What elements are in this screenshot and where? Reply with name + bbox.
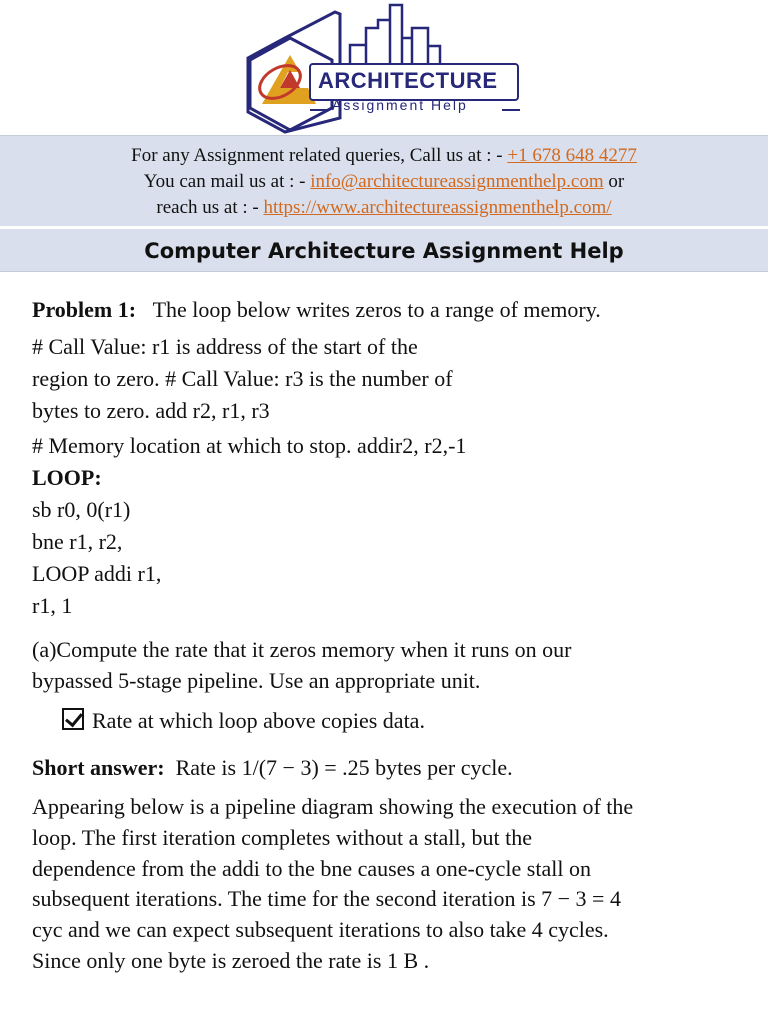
- explanation-line: loop. The first iteration completes without a stall, but the: [32, 825, 532, 850]
- email-prefix: You can mail us at : -: [143, 171, 311, 192]
- email-suffix: or: [603, 171, 625, 192]
- problem-label: Problem 1:: [32, 297, 137, 322]
- part-a-line: bypassed 5-stage pipeline. Use an appropriate unit.: [32, 668, 481, 693]
- phone-prefix: For any Assignment related queries, Call us at : -: [131, 145, 508, 166]
- loop-label: LOOP:: [32, 465, 102, 490]
- contact-line-phone: [0, 143, 768, 169]
- problem-heading: [32, 296, 601, 324]
- explanation-line: subsequent iterations. The time for the second iteration is 7 − 3 = 4: [32, 886, 621, 911]
- code-line: sb r0, 0(r1): [32, 497, 131, 522]
- code-line: LOOP addi r1,: [32, 561, 162, 586]
- contact-band: [0, 135, 768, 226]
- page-title: Computer Architecture Assignment Help: [144, 239, 624, 263]
- explanation-line: Since only one byte is zeroed the rate is 1 B .: [32, 948, 430, 973]
- contact-line-email: [0, 169, 768, 195]
- explanation-line: Appearing below is a pipeline diagram showing the execution of the: [32, 794, 634, 819]
- brand-name: ARCHITECTURE: [318, 68, 498, 93]
- explanation-line: dependence from the addi to the bne causes a one-cycle stall on: [32, 856, 591, 881]
- problem-line: bytes to zero. add r2, r1, r3: [32, 398, 270, 423]
- explanation-line: cyc and we can expect subsequent iterations to also take 4 cycles.: [32, 917, 609, 942]
- problem-line: region to zero. # Call Value: r3 is the number of: [32, 366, 453, 391]
- website-prefix: reach us at : -: [156, 197, 264, 218]
- problem-intro: The loop below writes zeros to a range of memory.: [152, 297, 601, 322]
- title-band: [0, 227, 768, 272]
- part-a-line: (a)Compute the rate that it zeros memory when it runs on our: [32, 637, 572, 662]
- checkbox-item: [62, 707, 425, 735]
- brand-tagline: Assignment Help: [332, 97, 468, 113]
- checkbox-label: Rate at which loop above copies data.: [92, 708, 425, 733]
- phone-link[interactable]: +1 678 648 4277: [507, 145, 637, 166]
- checked-checkbox-icon: [62, 708, 84, 730]
- contact-line-website: [0, 195, 768, 221]
- website-link[interactable]: https://www.architectureassignmenthelp.com/: [263, 197, 612, 218]
- problem-line: # Memory location at which to stop. addir2, r2,-1: [32, 433, 467, 458]
- code-line: r1, 1: [32, 593, 73, 618]
- short-answer-text: Rate is 1/(7 − 3) = .25 bytes per cycle.: [175, 755, 513, 780]
- email-link[interactable]: info@architectureassignmenthelp.com: [310, 171, 604, 192]
- code-line: bne r1, r2,: [32, 529, 123, 554]
- short-answer-label: Short answer:: [32, 755, 165, 780]
- problem-line: # Call Value: r1 is address of the start of the: [32, 334, 418, 359]
- short-answer: [32, 754, 513, 782]
- logo: [0, 0, 768, 135]
- skyline-icon: [350, 5, 440, 70]
